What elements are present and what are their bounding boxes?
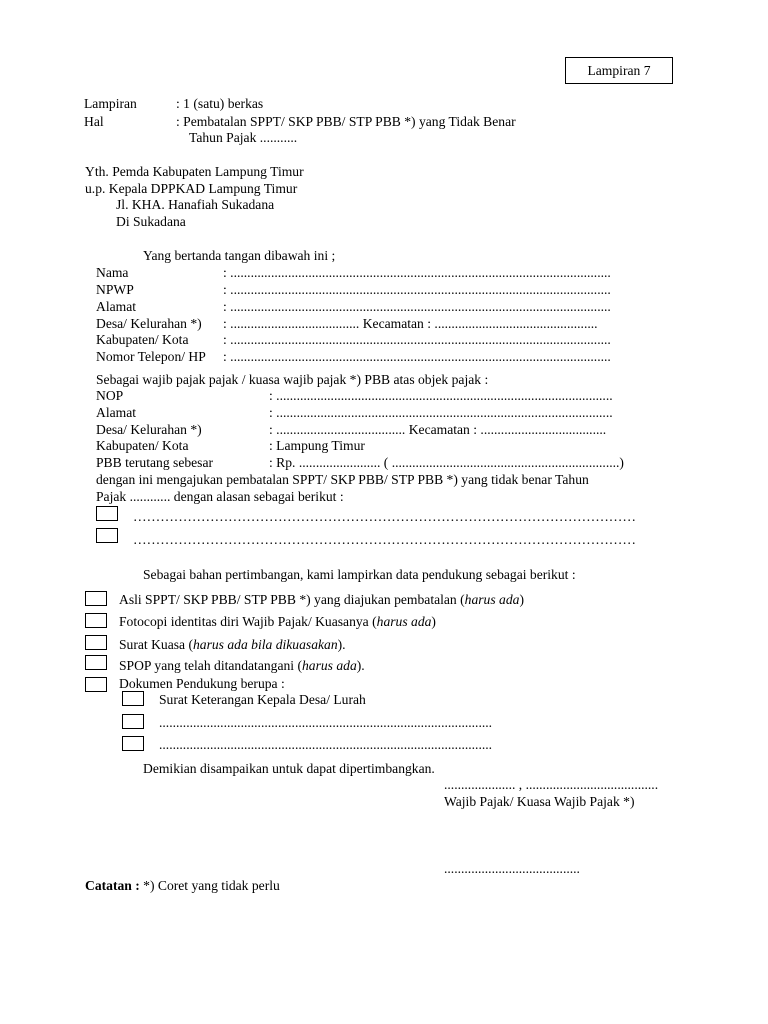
sub-support-checkbox[interactable] (122, 691, 144, 706)
address-line-2: u.p. Kepala DPPKAD Lampung Timur (85, 181, 298, 196)
field-label: Nomor Telepon/ HP (96, 349, 206, 364)
support-item: Fotocopi identitas diri Wajib Pajak/ Kuasanya (harus ada) (119, 614, 436, 629)
sub-support-checkbox[interactable] (122, 714, 144, 729)
support-item: Surat Kuasa (harus ada bila dikuasakan). (119, 637, 346, 652)
support-checkbox[interactable] (85, 677, 107, 692)
field-label: Nama (96, 265, 129, 280)
object-label: Alamat (96, 405, 137, 420)
reason-line-2: Pajak ............ dengan alasan sebagai berikut : (96, 489, 344, 504)
lampiran-value: : 1 (satu) berkas (176, 96, 264, 111)
reason-checkbox[interactable] (96, 528, 118, 543)
note: Catatan : *) Coret yang tidak perlu (85, 878, 280, 893)
address-line-1: Yth. Pemda Kabupaten Lampung Timur (85, 164, 304, 179)
field-value: : ................................................................................................................ (223, 332, 611, 347)
hal-value: : Pembatalan SPPT/ SKP PBB/ STP PBB *) yang Tidak Benar (176, 114, 516, 129)
field-value: : ................................................................................................................ (223, 265, 611, 280)
support-item: SPOP yang telah ditandatangani (harus ada). (119, 658, 365, 673)
hal-label: Hal (84, 114, 104, 129)
closing-text: Demikian disampaikan untuk dapat dipertimbangkan. (143, 761, 435, 776)
object-value: : Rp. ........................ ( ...................................................................) (269, 455, 624, 470)
object-value: : Lampung Timur (269, 438, 365, 453)
intro-text: Yang bertanda tangan dibawah ini ; (143, 248, 336, 263)
field-value: : ...................................... Kecamatan : ................................................ (223, 316, 598, 331)
reason-dots: ………………………………………………………………………………………………… (133, 532, 636, 547)
address-line-4: Di Sukadana (116, 214, 186, 229)
field-value: : ................................................................................................................ (223, 282, 611, 297)
reason-checkbox[interactable] (96, 506, 118, 521)
sub-support-item: .................................................................................................. (159, 737, 493, 752)
sub-support-checkbox[interactable] (122, 736, 144, 751)
address-line-3: Jl. KHA. Hanafiah Sukadana (116, 197, 275, 212)
support-item: Asli SPPT/ SKP PBB/ STP PBB *) yang diajukan pembatalan (harus ada) (119, 592, 524, 607)
object-value: : ...................................... Kecamatan : ..................................... (269, 422, 607, 437)
object-intro: Sebagai wajib pajak pajak / kuasa wajib pajak *) PBB atas objek pajak : (96, 372, 489, 387)
lampiran-label: Lampiran (84, 96, 137, 111)
lampiran-box: Lampiran 7 (565, 57, 673, 84)
support-checkbox[interactable] (85, 591, 107, 606)
field-label: Desa/ Kelurahan *) (96, 316, 202, 331)
field-label: NPWP (96, 282, 134, 297)
sub-support-item: Surat Keterangan Kepala Desa/ Lurah (159, 692, 366, 707)
sub-support-item: .................................................................................................. (159, 715, 493, 730)
signature-role: Wajib Pajak/ Kuasa Wajib Pajak *) (444, 794, 635, 809)
place-date: ..................... , ....................................... (444, 777, 659, 792)
hal-value-2: Tahun Pajak ........... (189, 130, 298, 145)
field-label: Kabupaten/ Kota (96, 332, 189, 347)
support-intro: Sebagai bahan pertimbangan, kami lampirkan data pendukung sebagai berikut : (143, 567, 576, 582)
support-checkbox[interactable] (85, 655, 107, 670)
object-label: Kabupaten/ Kota (96, 438, 189, 453)
object-value: : ................................................................................................... (269, 405, 613, 420)
field-label: Alamat (96, 299, 137, 314)
object-label: PBB terutang sebesar (96, 455, 214, 470)
object-label: Desa/ Kelurahan *) (96, 422, 202, 437)
reason-line-1: dengan ini mengajukan pembatalan SPPT/ SKP PBB/ STP PBB *) yang tidak benar Tahun (96, 472, 589, 487)
support-item: Dokumen Pendukung berupa : (119, 676, 285, 691)
support-checkbox[interactable] (85, 635, 107, 650)
reason-dots: ………………………………………………………………………………………………… (133, 509, 636, 524)
field-value: : ................................................................................................................ (223, 299, 611, 314)
object-value: : ................................................................................................... (269, 388, 613, 403)
object-label: NOP (96, 388, 124, 403)
field-value: : ................................................................................................................ (223, 349, 611, 364)
support-checkbox[interactable] (85, 613, 107, 628)
signature-name: ........................................ (444, 861, 580, 876)
